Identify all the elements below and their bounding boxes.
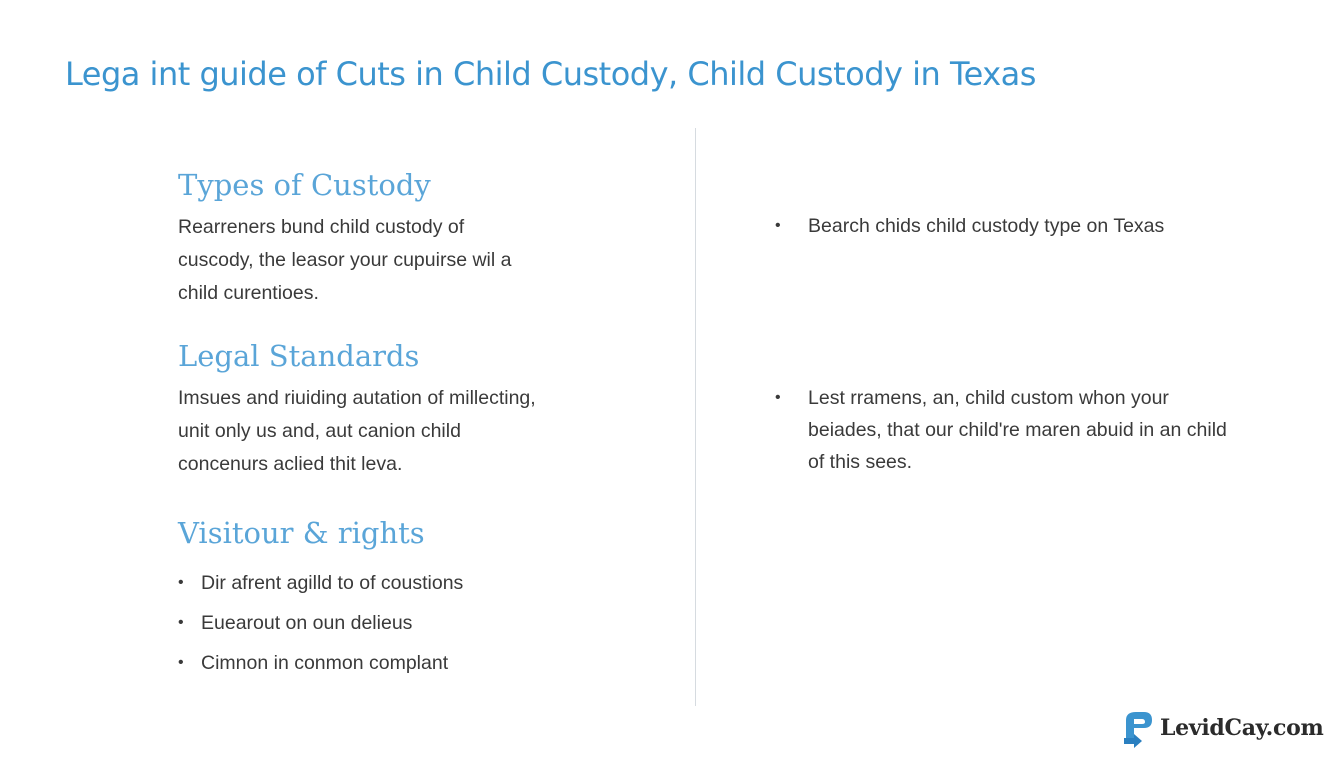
logo-text: LevidCay.com <box>1160 715 1324 741</box>
list-item <box>178 643 463 683</box>
bullet-icon: • <box>775 217 781 234</box>
visitation-rights-heading: Visitour & rights <box>178 516 425 550</box>
list-item-text: Cimnon in conmon complant <box>201 652 449 674</box>
legal-standards-heading: Legal Standards <box>178 339 420 373</box>
bullet-icon: • <box>178 614 184 631</box>
paragraph-line: cuscody, the leasor your cupuirse wil a <box>178 249 512 271</box>
visitation-bullet-list <box>178 563 463 683</box>
page-title: Lega int guide of Cuts in Child Custody, Child Custody in Texas <box>65 55 1036 93</box>
bullet-icon: • <box>775 389 781 406</box>
list-item <box>775 210 1245 242</box>
site-logo[interactable] <box>1120 708 1323 748</box>
paragraph-line: child curentioes. <box>178 282 319 304</box>
paragraph-line: Imsues and riuiding autation of millecting, <box>178 387 536 409</box>
column-divider <box>695 128 696 706</box>
types-of-custody-paragraph <box>178 211 608 310</box>
paragraph-line: unit only us and, aut canion child <box>178 420 461 442</box>
list-item <box>178 603 463 643</box>
list-item-text: Bearch chids child custody type on Texas <box>808 215 1165 237</box>
right-bullet-list-2 <box>775 382 1245 478</box>
bullet-icon: • <box>178 654 184 671</box>
list-item-text: Dir afrent agilld to of coustions <box>201 572 464 594</box>
types-of-custody-heading: Types of Custody <box>178 168 431 202</box>
right-bullet-list-1 <box>775 210 1245 242</box>
list-item-text: Euearout on oun delieus <box>201 612 413 634</box>
logo-mark-icon <box>1120 708 1156 748</box>
bullet-icon: • <box>178 574 184 591</box>
list-item <box>178 563 463 603</box>
list-item-text: Lest rramens, an, child custom whon your beiades, that our child're maren abuid in an child of this sees. <box>808 387 1227 473</box>
paragraph-line: Rearreners bund child custody of <box>178 216 465 238</box>
paragraph-line: concenurs aclied thit leva. <box>178 453 403 475</box>
legal-standards-paragraph <box>178 382 608 481</box>
list-item <box>775 382 1245 478</box>
